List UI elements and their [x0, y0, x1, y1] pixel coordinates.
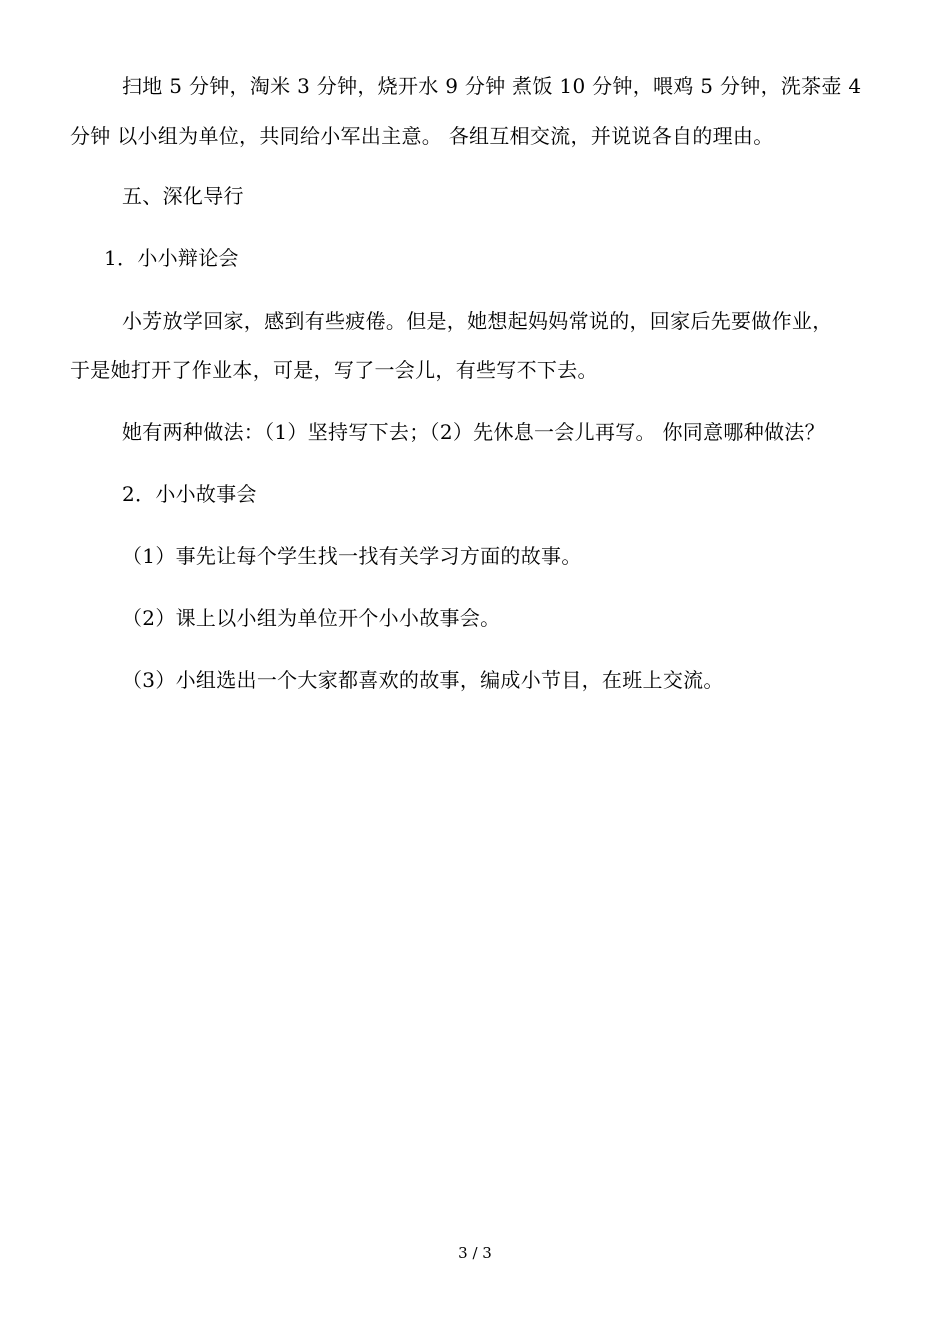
list-item: （2）课上以小组为单位开个小小故事会。 [122, 606, 501, 630]
list-item: （3）小组选出一个大家都喜欢的故事，编成小节目，在班上交流。 [122, 668, 724, 692]
subsection-heading: 1．小小辩论会 [104, 246, 239, 270]
page-number: 3 / 3 [458, 1244, 492, 1262]
list-item: （1）事先让每个学生找一找有关学习方面的故事。 [122, 544, 582, 568]
paragraph-line: 她有两种做法：（1）坚持写下去；（2）先休息一会儿再写。 你同意哪种做法？ [122, 420, 825, 444]
paragraph-line: 扫地 5 分钟，淘米 3 分钟，烧开水 9 分钟 煮饭 10 分钟，喂鸡 5 分钟，洗茶壶 4 [122, 74, 862, 98]
section-heading: 五、深化导行 [122, 184, 244, 208]
paragraph-line: 分钟 以小组为单位，共同给小军出主意。 各组互相交流，并说说各自的理由。 [70, 124, 774, 148]
paragraph-line: 于是她打开了作业本，可是，写了一会儿，有些写不下去。 [70, 358, 598, 382]
paragraph-line: 小芳放学回家，感到有些疲倦。但是，她想起妈妈常说的，回家后先要做作业， [122, 309, 833, 333]
subsection-heading: 2．小小故事会 [122, 482, 257, 506]
